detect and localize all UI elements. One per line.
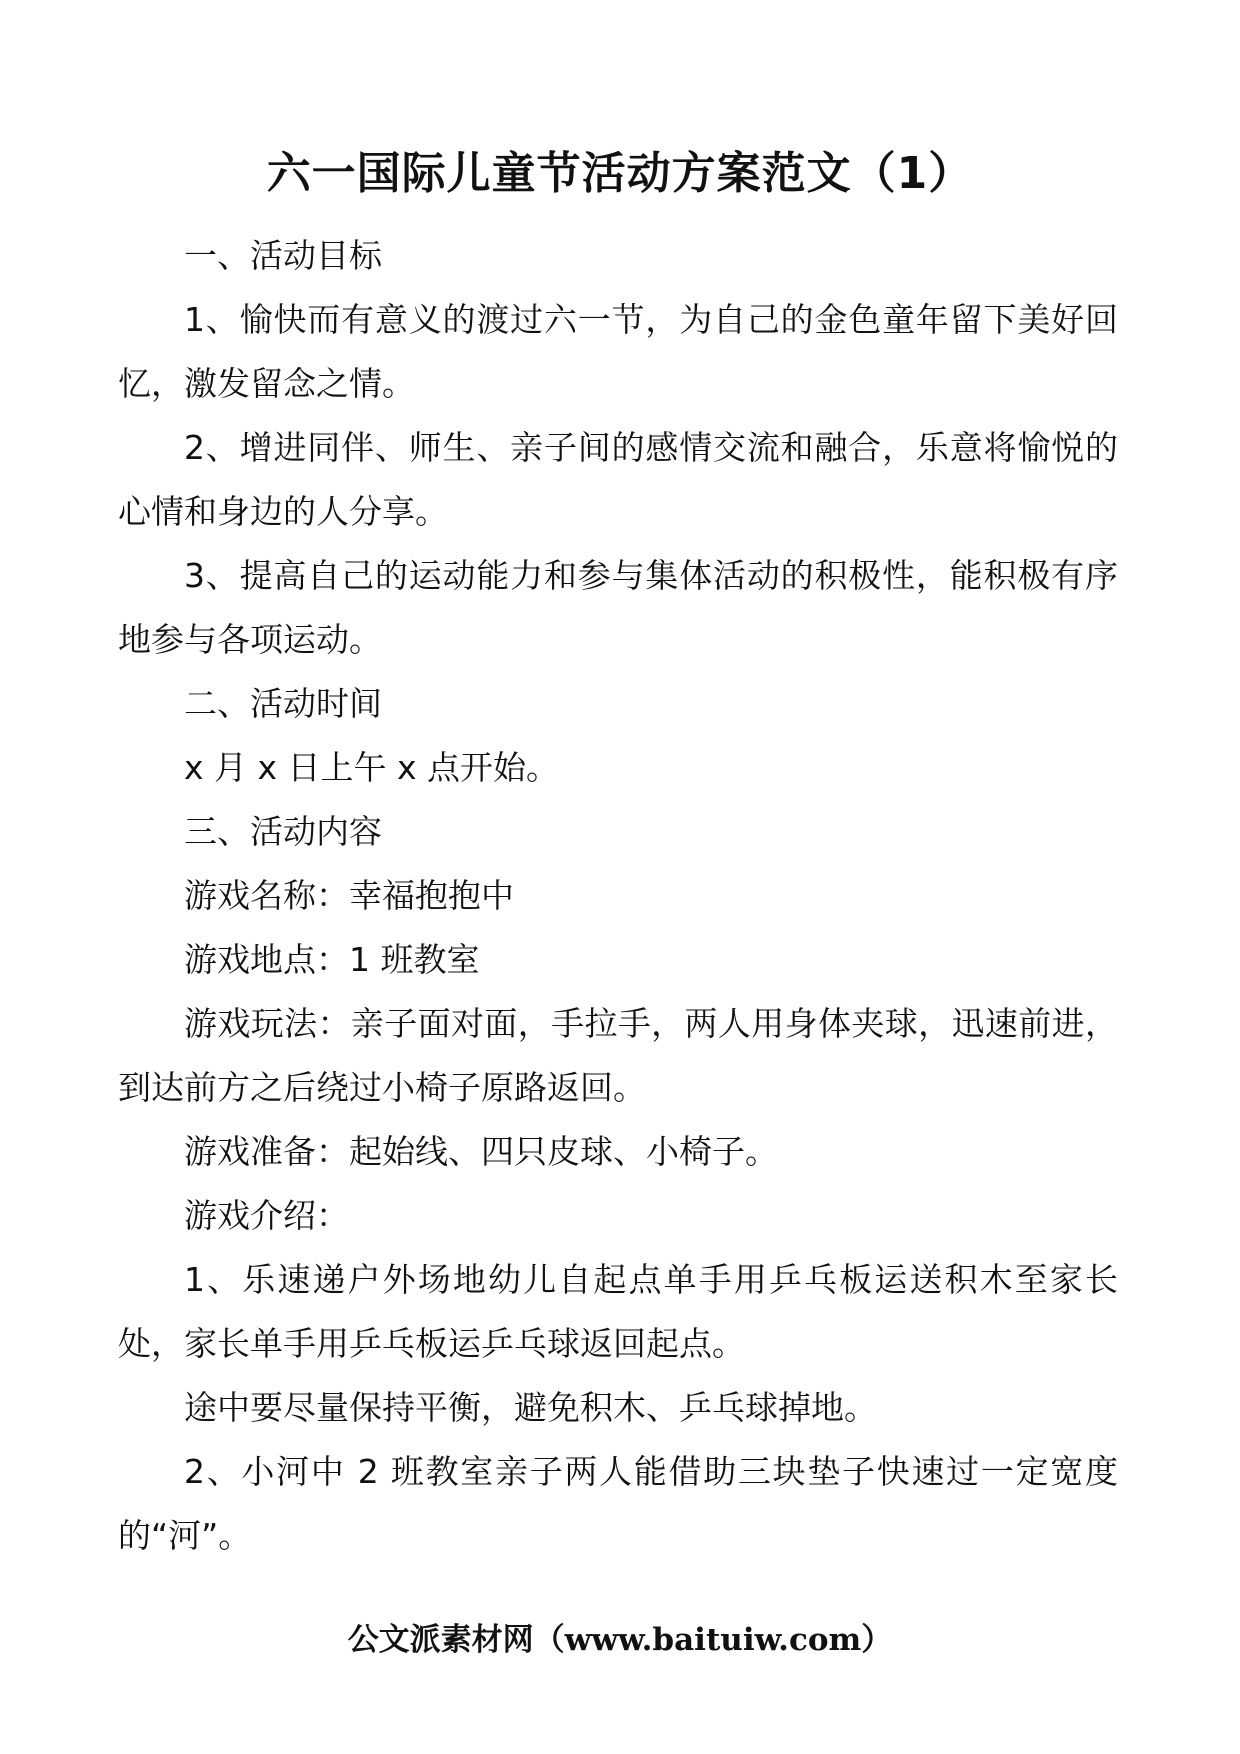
paragraph: 2、增进同伴、师生、亲子间的感情交流和融合，乐意将愉悦的心情和身边的人分享。	[118, 428, 1118, 531]
document-body	[118, 224, 1118, 1568]
paragraph: 游戏玩法：亲子面对面，手拉手，两人用身体夹球，迅速前进，到达前方之后绕过小椅子原路返回。	[118, 1004, 1118, 1107]
footer-source: 公文派素材网（www.baituiw.com）	[347, 1622, 893, 1658]
page-title: 六一国际儿童节活动方案范文（1）	[266, 148, 974, 199]
paragraph: 游戏地点：1 班教室	[184, 940, 480, 979]
paragraph: 3、提高自己的运动能力和参与集体活动的积极性，能积极有序地参与各项运动。	[118, 556, 1118, 659]
paragraph: 1、乐速递户外场地幼儿自起点单手用乒乓板运送积木至家长处，家长单手用乒乓板运乒乓球返回起点。	[118, 1260, 1118, 1363]
paragraph: 游戏准备：起始线、四只皮球、小椅子。	[184, 1132, 778, 1171]
paragraph: 游戏名称：幸福抱抱中	[184, 876, 514, 915]
paragraph: 游戏介绍：	[184, 1196, 349, 1235]
section-heading: 二、活动时间	[184, 684, 382, 723]
section-heading: 三、活动内容	[184, 812, 382, 851]
paragraph: 2、小河中 2 班教室亲子两人能借助三块垫子快速过一定宽度的“河”。	[118, 1452, 1118, 1555]
section-heading: 一、活动目标	[184, 236, 382, 275]
paragraph: 途中要尽量保持平衡，避免积木、乒乓球掉地。	[184, 1388, 877, 1427]
paragraph: x 月 x 日上午 x 点开始。	[184, 748, 560, 787]
paragraph: 1、愉快而有意义的渡过六一节，为自己的金色童年留下美好回忆，激发留念之情。	[118, 300, 1118, 403]
